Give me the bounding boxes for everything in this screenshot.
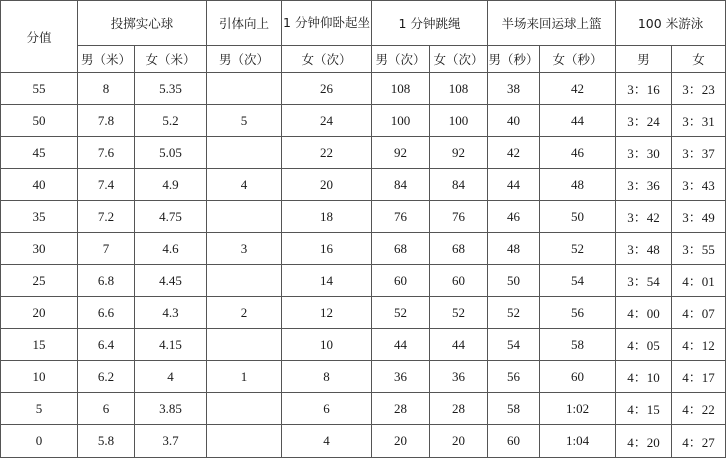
basketball-female-cell: 56 (540, 297, 616, 329)
swim-female-cell: 3：55 (672, 233, 726, 265)
score-cell: 15 (1, 329, 78, 361)
situp-female-cell: 8 (282, 361, 372, 393)
throw-female-cell: 3.85 (135, 393, 207, 425)
swim-male-cell: 4：20 (616, 425, 672, 458)
score-cell: 5 (1, 393, 78, 425)
rope-male-cell: 92 (372, 137, 430, 169)
table-row (1, 169, 726, 201)
rope-male-cell: 20 (372, 425, 430, 458)
rope-male-cell: 60 (372, 265, 430, 297)
score-cell: 40 (1, 169, 78, 201)
basketball-group-header: 半场来回运球上篮 (488, 1, 616, 46)
throw-female-cell: 4.6 (135, 233, 207, 265)
rope-male-cell: 84 (372, 169, 430, 201)
situp-female-cell: 4 (282, 425, 372, 458)
rope-female-cell: 36 (430, 361, 488, 393)
rope-female-cell: 76 (430, 201, 488, 233)
swim-female-cell: 4：17 (672, 361, 726, 393)
rope-male-cell: 36 (372, 361, 430, 393)
basketball-female-cell: 1:04 (540, 425, 616, 458)
swim-male-cell: 3：48 (616, 233, 672, 265)
basketball-male-cell: 54 (488, 329, 540, 361)
throw-male-cell: 6.2 (78, 361, 135, 393)
pullup-group-header: 引体向上 (207, 1, 282, 46)
basketball-female-cell: 1:02 (540, 393, 616, 425)
table-row (1, 233, 726, 265)
throw-female-cell: 4 (135, 361, 207, 393)
table-row (1, 329, 726, 361)
pullup-male-cell (207, 393, 282, 425)
basketball-male-cell: 56 (488, 361, 540, 393)
pullup-male-cell: 4 (207, 169, 282, 201)
basketball-female-cell: 44 (540, 105, 616, 137)
score-cell: 0 (1, 425, 78, 458)
swim-male-cell: 4：00 (616, 297, 672, 329)
table-row (1, 361, 726, 393)
situp-female-cell: 26 (282, 73, 372, 105)
basketball-male-cell: 58 (488, 393, 540, 425)
header-group-row (1, 1, 726, 46)
situp-female-cell: 14 (282, 265, 372, 297)
throw-group-header: 投掷实心球 (78, 1, 207, 46)
basketball-female-header: 女（秒） (540, 46, 616, 73)
basketball-male-cell: 38 (488, 73, 540, 105)
rope-male-cell: 52 (372, 297, 430, 329)
table-row (1, 105, 726, 137)
throw-female-cell: 5.2 (135, 105, 207, 137)
basketball-male-cell: 50 (488, 265, 540, 297)
basketball-male-cell: 60 (488, 425, 540, 458)
rope-female-cell: 28 (430, 393, 488, 425)
swim-female-cell: 4：27 (672, 425, 726, 458)
swim-female-cell: 4：07 (672, 297, 726, 329)
swim-male-cell: 3：16 (616, 73, 672, 105)
basketball-male-cell: 44 (488, 169, 540, 201)
throw-male-cell: 7.2 (78, 201, 135, 233)
situp-female-cell: 24 (282, 105, 372, 137)
throw-female-cell: 4.9 (135, 169, 207, 201)
rope-male-cell: 28 (372, 393, 430, 425)
swim-female-cell: 4：22 (672, 393, 726, 425)
rope-male-cell: 76 (372, 201, 430, 233)
swim-female-cell: 3：23 (672, 73, 726, 105)
situp-group-header: 1 分钟仰卧起坐 (282, 1, 372, 46)
throw-male-cell: 5.8 (78, 425, 135, 458)
rope-female-cell: 100 (430, 105, 488, 137)
table-row (1, 73, 726, 105)
pullup-male-cell: 1 (207, 361, 282, 393)
pullup-male-cell (207, 137, 282, 169)
rope-female-cell: 60 (430, 265, 488, 297)
swim-group-header: 100 米游泳 (616, 1, 726, 46)
swim-male-cell: 3：36 (616, 169, 672, 201)
swim-male-cell: 4：05 (616, 329, 672, 361)
rope-female-cell: 44 (430, 329, 488, 361)
pullup-male-cell: 5 (207, 105, 282, 137)
situp-female-cell: 20 (282, 169, 372, 201)
swim-female-cell: 3：37 (672, 137, 726, 169)
swim-male-cell: 3：54 (616, 265, 672, 297)
rope-female-cell: 52 (430, 297, 488, 329)
rope-female-cell: 108 (430, 73, 488, 105)
basketball-female-cell: 54 (540, 265, 616, 297)
rope-female-cell: 84 (430, 169, 488, 201)
score-column-header: 分值 (1, 1, 78, 73)
throw-male-cell: 7.4 (78, 169, 135, 201)
basketball-female-cell: 42 (540, 73, 616, 105)
score-cell: 20 (1, 297, 78, 329)
throw-male-cell: 6 (78, 393, 135, 425)
score-cell: 35 (1, 201, 78, 233)
rope-male-cell: 44 (372, 329, 430, 361)
basketball-female-cell: 58 (540, 329, 616, 361)
swim-female-cell: 4：12 (672, 329, 726, 361)
rope-male-cell: 68 (372, 233, 430, 265)
throw-male-cell: 7 (78, 233, 135, 265)
rope-male-cell: 108 (372, 73, 430, 105)
pullup-male-cell (207, 265, 282, 297)
throw-male-cell: 6.4 (78, 329, 135, 361)
pullup-male-cell: 2 (207, 297, 282, 329)
situp-female-cell: 18 (282, 201, 372, 233)
situp-female-cell: 22 (282, 137, 372, 169)
swim-male-cell: 3：30 (616, 137, 672, 169)
rope-male-cell: 100 (372, 105, 430, 137)
table-row (1, 137, 726, 169)
throw-female-cell: 5.35 (135, 73, 207, 105)
throw-male-cell: 8 (78, 73, 135, 105)
rope-female-header: 女（次） (430, 46, 488, 73)
header-sub-row (1, 46, 726, 73)
throw-female-header: 女（米） (135, 46, 207, 73)
score-cell: 10 (1, 361, 78, 393)
score-cell: 55 (1, 73, 78, 105)
situp-female-cell: 6 (282, 393, 372, 425)
rope-female-cell: 68 (430, 233, 488, 265)
situp-female-header: 女（次） (282, 46, 372, 73)
throw-female-cell: 4.75 (135, 201, 207, 233)
table-header (1, 1, 726, 73)
table-body (1, 73, 726, 458)
basketball-male-cell: 52 (488, 297, 540, 329)
swim-male-cell: 4：15 (616, 393, 672, 425)
table-row (1, 265, 726, 297)
score-cell: 45 (1, 137, 78, 169)
table-row (1, 393, 726, 425)
basketball-female-cell: 48 (540, 169, 616, 201)
basketball-male-header: 男（秒） (488, 46, 540, 73)
swim-male-cell: 4：10 (616, 361, 672, 393)
throw-male-header: 男（米） (78, 46, 135, 73)
swim-female-header: 女 (672, 46, 726, 73)
situp-female-cell: 12 (282, 297, 372, 329)
basketball-male-cell: 48 (488, 233, 540, 265)
pullup-male-cell: 3 (207, 233, 282, 265)
pullup-male-cell (207, 201, 282, 233)
swim-male-cell: 3：42 (616, 201, 672, 233)
situp-female-cell: 10 (282, 329, 372, 361)
swim-female-cell: 3：31 (672, 105, 726, 137)
swim-female-cell: 4：01 (672, 265, 726, 297)
pullup-male-header: 男（次） (207, 46, 282, 73)
score-cell: 50 (1, 105, 78, 137)
table-row (1, 201, 726, 233)
rope-male-header: 男（次） (372, 46, 430, 73)
throw-male-cell: 6.6 (78, 297, 135, 329)
swim-female-cell: 3：49 (672, 201, 726, 233)
basketball-male-cell: 40 (488, 105, 540, 137)
throw-male-cell: 6.8 (78, 265, 135, 297)
pullup-male-cell (207, 73, 282, 105)
basketball-female-cell: 60 (540, 361, 616, 393)
pullup-male-cell (207, 425, 282, 458)
basketball-female-cell: 50 (540, 201, 616, 233)
swim-male-header: 男 (616, 46, 672, 73)
rope-female-cell: 20 (430, 425, 488, 458)
basketball-female-cell: 46 (540, 137, 616, 169)
basketball-male-cell: 42 (488, 137, 540, 169)
throw-female-cell: 4.45 (135, 265, 207, 297)
basketball-male-cell: 46 (488, 201, 540, 233)
pullup-male-cell (207, 329, 282, 361)
basketball-female-cell: 52 (540, 233, 616, 265)
rope-female-cell: 92 (430, 137, 488, 169)
throw-female-cell: 4.3 (135, 297, 207, 329)
score-cell: 30 (1, 233, 78, 265)
throw-male-cell: 7.8 (78, 105, 135, 137)
throw-male-cell: 7.6 (78, 137, 135, 169)
swim-male-cell: 3：24 (616, 105, 672, 137)
throw-female-cell: 3.7 (135, 425, 207, 458)
swim-female-cell: 3：43 (672, 169, 726, 201)
table-row (1, 425, 726, 458)
situp-female-cell: 16 (282, 233, 372, 265)
throw-female-cell: 5.05 (135, 137, 207, 169)
score-cell: 25 (1, 265, 78, 297)
table-row (1, 297, 726, 329)
throw-female-cell: 4.15 (135, 329, 207, 361)
rope-group-header: 1 分钟跳绳 (372, 1, 488, 46)
